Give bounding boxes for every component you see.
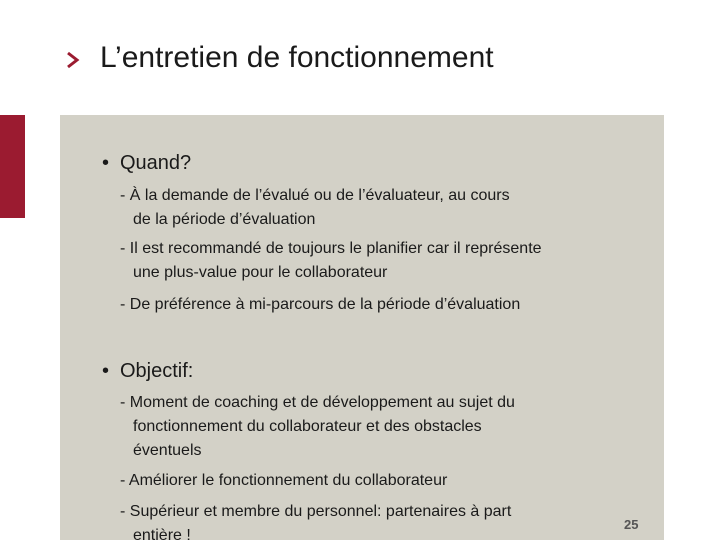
item-line: - Supérieur et membre du personnel: partenaires à part xyxy=(120,503,512,520)
section-heading-text: Quand? xyxy=(120,152,192,174)
accent-bar xyxy=(0,115,25,218)
item-line: fonctionnement du collaborateur et des obstacles xyxy=(133,418,482,435)
list-item xyxy=(120,500,625,548)
chevron-right-icon xyxy=(66,51,80,69)
list-item xyxy=(120,391,625,463)
list-item xyxy=(120,184,625,232)
slide-title: L’entretien de fonctionnement xyxy=(100,41,494,74)
item-line: - Moment de coaching et de développement au sujet du xyxy=(120,394,515,411)
item-line: éventuels xyxy=(133,442,202,459)
item-line: - De préférence à mi-parcours de la période d’évaluation xyxy=(120,296,521,313)
page-number: 25 xyxy=(624,517,639,532)
list-item xyxy=(120,469,625,493)
item-line: - À la demande de l’évalué ou de l’évaluateur, au cours xyxy=(120,187,510,204)
list-item xyxy=(120,293,625,317)
item-line: - Améliorer le fonctionnement du collaborateur xyxy=(120,472,448,489)
list-item xyxy=(120,237,625,285)
section-heading-text: Objectif: xyxy=(120,360,194,382)
item-line: de la période d’évaluation xyxy=(133,211,316,228)
item-line: entière ! xyxy=(133,527,191,544)
section-heading-objectif xyxy=(102,359,193,383)
bullet-icon: • xyxy=(102,360,110,382)
item-line: - Il est recommandé de toujours le planifier car il représente xyxy=(120,240,542,257)
section-heading-quand xyxy=(102,151,191,175)
item-line: une plus-value pour le collaborateur xyxy=(133,264,388,281)
bullet-icon: • xyxy=(102,152,110,174)
